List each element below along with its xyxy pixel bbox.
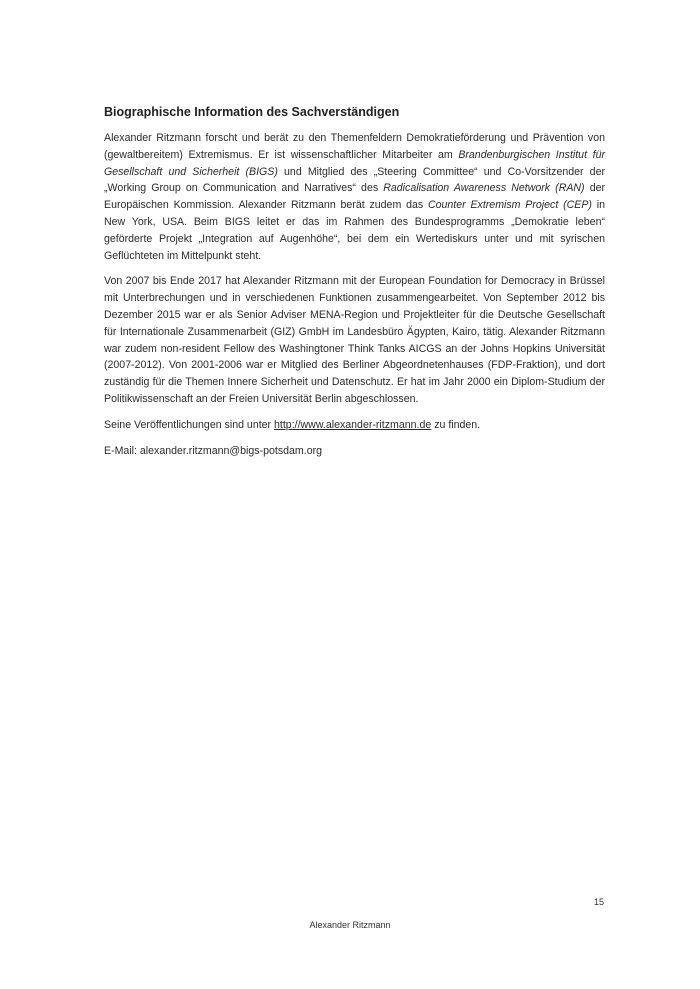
footer-author-name: Alexander Ritzmann (309, 920, 391, 930)
email-line: E-Mail: alexander.ritzmann@bigs-potsdam.org (104, 444, 323, 457)
para1-text-1: Alexander Ritzmann forscht und berät zu den Themenfeldern Demokratieförderung und Prävention von (gewaltbereitem) Extremismus. Er ist wissenschaftlicher Mitarbeiter am (104, 132, 605, 161)
section-heading: Biographische Information des Sachverständigen (104, 105, 400, 119)
document-body (104, 104, 605, 468)
publications-paragraph (104, 417, 605, 434)
publications-text-after: zu finden. (431, 418, 481, 431)
biography-paragraph-1 (104, 130, 605, 264)
para1-italic-bigs: Brandenburgischen Institut für Gesellschaft und Sicherheit (BIGS) (104, 148, 606, 178)
para1-text-2: und Mitglied des „Steering Committee“ und Co-Vorsitzender der „Working Group on Communication and Narratives“ des (104, 165, 605, 195)
para1-italic-cep: Counter Extremism Project (CEP) (427, 199, 592, 212)
para1-italic-ran: Radicalisation Awareness Network (RAN) (383, 182, 585, 195)
publications-text-before: Seine Veröffentlichungen sind unter (104, 418, 275, 431)
para1-text-4: in New York, USA. Beim BIGS leitet er das im Rahmen des Bundesprogramms „Demokratie leben“ geförderte Projekt „Integration auf Augenhöhe“, bei dem ein Wertediskurs unter und mit syrischen Geflüchteten im Mittelpunkt steht. (104, 199, 605, 262)
para1-text-3: der Europäischen Kommission. Alexander Ritzmann berät zudem das (104, 182, 606, 212)
biography-paragraph-2: Von 2007 bis Ende 2017 hat Alexander Ritzmann mit der European Foundation for Democracy in Brüssel mit Unterbrechungen und in verschiedenen Funktionen zusammengearbeitet. Von September 2012 bis Dezember 2015 war er als Senior Adviser MENA-Region und Projektleiter für die Deutsche Gesellschaft für Internationale Zusammenarbeit (GIZ) GmbH im Landesbüro Ägypten, Kairo, tätig. Alexander Ritzmann war zudem non-resident Fellow des Washingtoner Think Tanks AICGS an der Johns Hopkins Universität (2007-2012). Von 2001-2006 war er Mitglied des Berliner Abgeordnetenhauses (FDP-Fraktion), und dort zuständig für die Themen Innere Sicherheit und Datenschutz. Er hat im Jahr 2000 ein Diplom-Studium der Politikwissenschaft an der Freien Universität Berlin abgeschlossen. (104, 275, 605, 405)
website-link[interactable]: http://www.alexander-ritzmann.de (274, 418, 432, 431)
page-number: 15 (594, 897, 605, 907)
